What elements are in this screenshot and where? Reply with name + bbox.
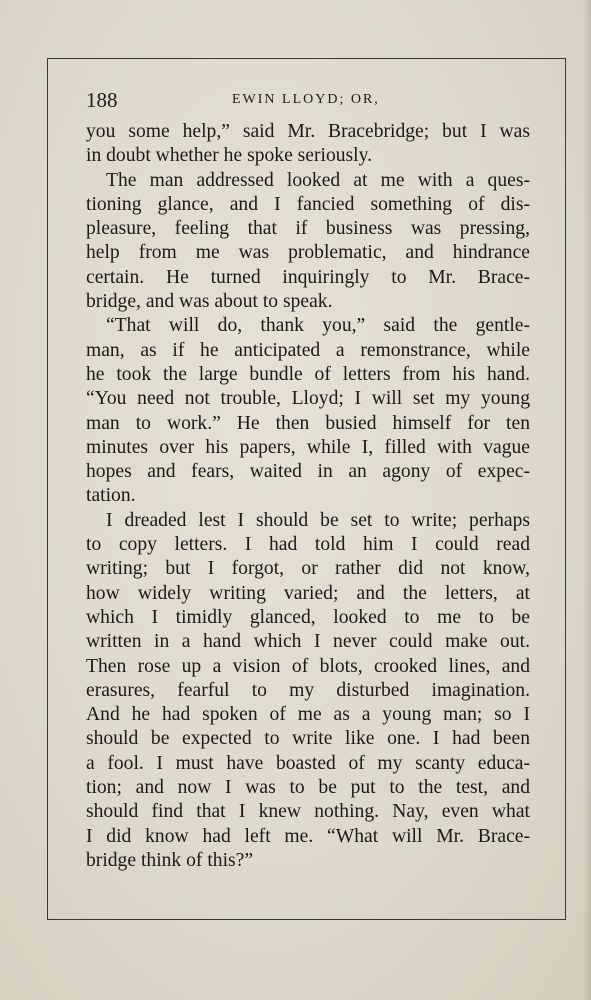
page-edge-shadow: [583, 0, 591, 1000]
text-line: in doubt whether he spoke seriously.: [86, 145, 373, 167]
text-line: man, as if he anticipated a remonstrance, while: [86, 339, 530, 361]
text-line: erasures, fearful to my disturbed imagination.: [86, 679, 530, 701]
page-number: 188: [86, 88, 118, 112]
text-line: should find that I knew nothing. Nay, even what: [86, 801, 530, 823]
text-line: help from me was problematic, and hindrance: [86, 242, 530, 264]
text-line: pleasure, feeling that if business was pressing,: [86, 218, 530, 240]
text-line: I did know had left me. “What will Mr. Brace-: [86, 825, 530, 847]
page-header: [86, 87, 529, 113]
text-line: man to work.” He then busied himself for ten: [86, 412, 530, 434]
text-line: you some help,” said Mr. Bracebridge; but I was: [86, 121, 530, 142]
text-line: written in a hand which I never could make out.: [86, 631, 530, 653]
text-line: “You need not trouble, Lloyd; I will set my young: [86, 388, 530, 410]
running-head: EWIN LLOYD; OR,: [232, 92, 380, 107]
text-line: certain. He turned inquiringly to Mr. Brace-: [86, 266, 530, 288]
text-line: tion; and now I was to be put to the test, and: [86, 777, 530, 799]
text-line: minutes over his papers, while I, filled with vague: [86, 436, 530, 458]
text-line: “That will do, thank you,” said the gentle-: [106, 315, 530, 337]
text-line: bridge, and was about to speak.: [86, 291, 333, 313]
text-line: how widely writing varied; and the letters, at: [86, 582, 530, 604]
text-line: a fool. I must have boasted of my scanty educa-: [86, 752, 530, 774]
text-line: bridge think of this?”: [86, 849, 254, 871]
text-line: hopes and fears, waited in an agony of expec-: [86, 461, 530, 483]
text-line: writing; but I forgot, or rather did not know,: [86, 558, 530, 580]
text-line: tation.: [86, 485, 136, 507]
body-text: [86, 120, 530, 873]
text-line: I dreaded lest I should be set to write; perhaps: [106, 509, 530, 531]
text-line: Then rose up a vision of blots, crooked lines, and: [86, 655, 530, 677]
text-line: which I timidly glanced, looked to me to be: [86, 606, 530, 628]
text-line: should be expected to write like one. I had been: [86, 728, 530, 750]
text-line: tioning glance, and I fancied something of dis-: [86, 193, 530, 215]
text-line: to copy letters. I had told him I could read: [86, 534, 530, 556]
text-line: The man addressed looked at me with a ques-: [106, 169, 530, 191]
text-line: And he had spoken of me as a young man; so I: [86, 704, 530, 726]
text-line: he took the large bundle of letters from his hand.: [86, 363, 530, 385]
